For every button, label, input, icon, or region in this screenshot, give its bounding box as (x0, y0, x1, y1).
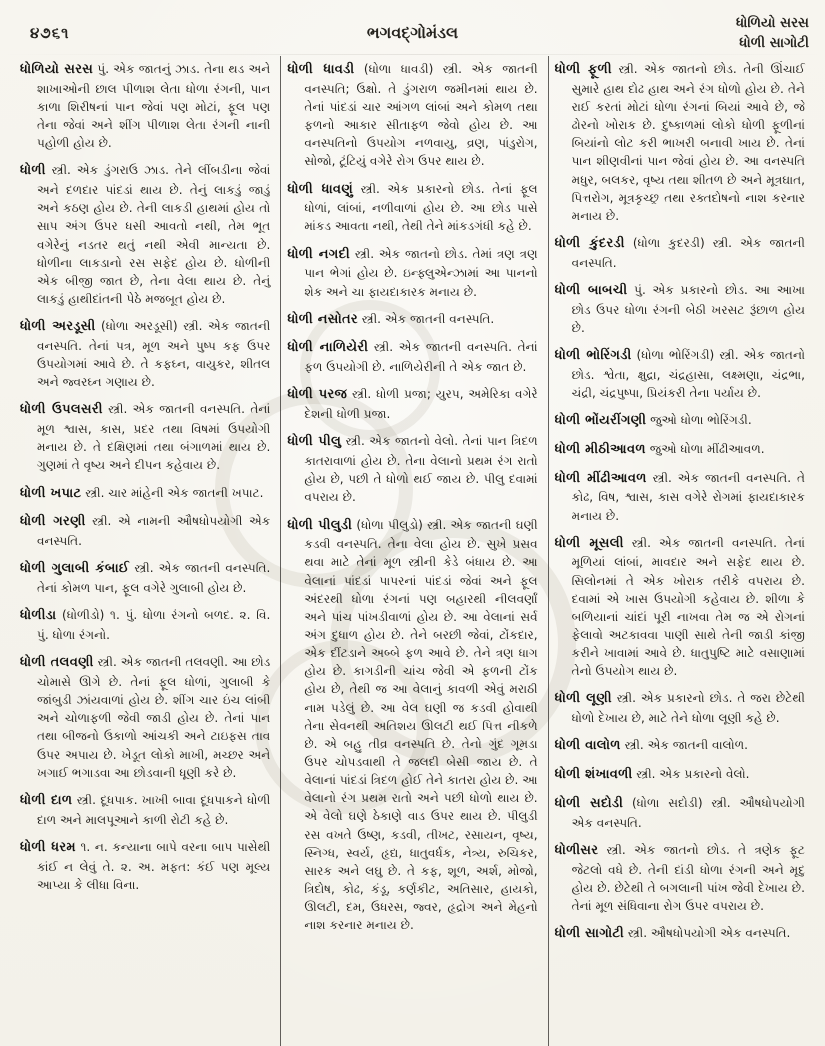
entry-headword: ધોળી પરજ (287, 387, 348, 403)
dictionary-entry: ધોળી લૂણી સ્ત્રી. એક પ્રકારનો છોડ. તે જરા છેટેથી ધોળો દેખાય છે, માટે તેને ધોળા લૂણી કહે છે. (554, 691, 805, 726)
entry-headword: ધોળીડા (20, 608, 57, 624)
dictionary-entry: ધોળી શંખાવળી સ્ત્રી. એક પ્રકારનો વેલો. (554, 767, 750, 783)
dictionary-entry: ધોળી ઉપલસરી સ્ત્રી. એક જાતની વનસ્પતિ. તેનાં મૂળ શ્વાસ, કાસ, પ્રદર તથા વિષમાં ઉપયોગી મનાય છે. તે દક્ષિણમાં તથા બંગાળમાં થાય છે. ગુણમાં તે વૃષ્ય અને દીપન કહેવાય છે. (20, 402, 271, 473)
dictionary-entry: ધોળી કુંદરડી (ધોળા કુદરડી) સ્ત્રી. એક જાતની વનસ્પતિ. (554, 235, 805, 270)
dictionary-entry: ધોળી સાગોટી સ્ત્રી. ઔષધોપયોગી એક વનસ્પતિ. (554, 926, 791, 942)
entry-headword: ધોળી દાળ (20, 792, 73, 808)
entry-headword: ધોળી ધાવડી (287, 62, 355, 77)
header-separator (0, 54, 825, 55)
entry-headword: ધોળી નસોતર (287, 311, 358, 327)
dictionary-entry: ધોળીસર સ્ત્રી. એક જાતનો છોડ. તે ત્રણેક ફૂટ જેટલો વધે છે. તેની દાંડી ધોળા રંગની અને મૃદુ હોય છે. છેટેથી તે બગલાની પાંખ જેવી દેખાય છે. તેનાં મૂળ સંધિવાના રોગ ઉપર વપરાય છે. (554, 842, 805, 914)
entry-headword: ધોળી મૂસલી (554, 535, 624, 551)
entry-headword: ધોળી સદોડી (554, 796, 624, 811)
entry-headword: ધોળી (20, 163, 46, 179)
dictionary-entry: ધોળી ધરમ ૧. ન. કન્યાના બાપે વરના બાપ પાસેથી કાંઈ ન લેવું તે. ૨. અ. મફત: કંઈ પણ મૂલ્ય આપ્યા કે લીધા વિના. (20, 839, 271, 892)
entry-headword: ધોળી અરડૂસી (20, 319, 96, 335)
entry-headword: ધોળી પીલુ (287, 434, 342, 450)
dictionary-entry: ધોળી મીઠીઆવળ જુઓ ધોળા મીંઢીઆવળ. (554, 441, 765, 457)
entry-headword: ધોળીસર (554, 842, 599, 858)
dictionary-entry: ધોળી ધાવણું સ્ત્રી. એક પ્રકારનો છોડ. તેનાં ફૂલ ધોળાં, લાંબાં, નળીવાળાં હોય છે. આ છોડ પાસે માંકડ આવતા નથી, તેથી તેને માંકડગંધી કહે છે. (287, 181, 538, 234)
entry-headword: ધોળી ઉપલસરી (20, 402, 103, 418)
entry-headword: ધોળી નાળિયેરી (287, 340, 369, 356)
dictionary-entry: ધોળી દાળ સ્ત્રી. દૂધપાક. ખાખી બાવા દૂધપાકને ધોળી દાળ અને માલપૂઆને કાળી રોટી કહે છે. (20, 792, 271, 827)
text-columns (14, 56, 815, 1046)
entry-headword: ધોળિયો સરસ (20, 62, 94, 77)
entry-headword: ધોળી ધરમ (20, 839, 76, 855)
entry-headword: ધોળી ફૂળી (554, 62, 612, 77)
dictionary-entry: ધોળી તલવણી સ્ત્રી. એક જાતની તલવણી. આ છોડ ચોમાસે ઊગે છે. તેનાં ફૂલ ધોળાં, ગુલાબી કે જાંબુડી ઝાંયવાળાં હોય છે. શીંગ ચાર ઇંચ લાંબી અને ચોળાફળી જેવી જાડી હોય છે. તેનાં પાન તથા બીજનો ઉકાળો આંચકી અને ટાઇફસ તાવ ઉપર અપાય છે. ખેડૂત લોકો માખી, મચ્છર અને ખગાઈ ભગાડવા આ છોડવાની ધૂણી કરે છે. (20, 655, 271, 780)
dictionary-entry: ધોળી ખપાટ સ્ત્રી. ચાર માંહેની એક જાતની ખપાટ. (20, 485, 264, 501)
page-number: ૪૭૬૧ (30, 24, 70, 42)
dictionary-entry: ધોળી મૂસલી સ્ત્રી. એક જાતની વનસ્પતિ. તેનાં મૂળિયાં લાંબાં, માવદાર અને સફેદ થાય છે. સિલોનમાં તે એક ખોરાક તરીકે વપરાય છે. દવામાં એ ખાસ ઉપયોગી કહેવાય છે. શીળા કે બળિયાનાં ચાંદાં પૂરી નાખવા તેમ જ એ રોગનાં ફેલાવો અટકાવવા પાણી સાથે તેની જાડી કાંજી કરીને ખાવામાં આવે છે. ધાતુપુષ્ટિ માટે વસાણામાં તેનો ઉપયોગ થાય છે. (554, 535, 805, 679)
dictionary-entry: ધોળી ગરણી સ્ત્રી. એ નામની ઔષધોપયોગી એક વનસ્પતિ. (20, 514, 271, 549)
dictionary-entry: ધોળી ધાવડી (ધોળા ધાવડી) સ્ત્રી. એક જાતની વનસ્પતિ; ઉક્ષો. તે ડુંગરાળ જમીનમાં થાય છે. તેનાં પાંદડાં ચાર આંગળ લાંબાં અને કોમળ તથા ફળનો આકાર સીતાફળ જેવો હોય છે. આ વનસ્પતિનો ઉપયોગ નળવાયુ, વ્રણ, પાંડુરોગ, સોજો, ટૂંટિયું વગેરે રોગ ઉપર થાય છે. (287, 62, 538, 169)
entry-headword: ધોળી ખપાટ (20, 485, 82, 501)
entry-headword: ધોળી ભોરિંગડી (554, 347, 632, 363)
dictionary-entry: ધોળી સદોડી (ધોળા સદોડી) સ્ત્રી. ઔષધોપયોગી એક વનસ્પતિ. (554, 796, 805, 830)
dictionary-entry: ધોળી નગદી સ્ત્રી. એક જાતનો છોડ. તેમાં ત્રણ ત્રણ પાન ભેગાં હોય છે. ઇન્ફ્લુએન્ઝામાં આ પાનનો શેક અને ચા ફાયદાકારક મનાય છે. (287, 246, 538, 299)
entry-headword: ધોળી વાલોળ (554, 738, 621, 754)
entry-headword: ધોળી લૂણી (554, 691, 612, 707)
entry-headword: ધોળી ધાવણું (287, 181, 354, 197)
entry-headword: ધોળી ભોંયરીંગણી (554, 413, 647, 429)
dictionary-entry: ધોળી પરજ સ્ત્રી. ધોળી પ્રજા; યુરપ, અમેરિકા વગેરે દેશની ધોળી પ્રજા. (287, 387, 538, 422)
entry-headword: ધોળી કુંદરડી (554, 235, 625, 251)
column-right (549, 56, 815, 1046)
dictionary-entry: ધોળી ફૂળી સ્ત્રી. એક જાતનો છોડ. તેની ઊંચાઈ સુમારે હાથ દોઢ હાથ અને રંગ ધોળો હોય છે. તેને રાઈ કરતાં મોટાં ધોળા રંગનાં બિયાં આવે છે, જે ઢોરનો ખોરાક છે. દુષ્કાળમાં લોકો ધોળી ફૂળીનાં બિયાંનો લોટ કરી ભાખરી બનાવી ખાય છે. તેનાં પાન શીણવીનાં પાન જેવાં હોય છે. આ વનસ્પતિ મધુર, બલકર, વૃષ્ય તથા શીતળ છે અને મૂત્રઘાત, પિત્તરોગ, મૂત્રકૃચ્છ્ર તથા રક્તદોષનો નાશ કરનાર મનાય છે. (554, 62, 805, 223)
column-center (281, 56, 548, 1046)
entry-headword: ધોળી સાગોટી (554, 926, 624, 942)
entry-headword: ધોળી પીલુડી (287, 517, 353, 533)
book-title: ભગવદ્ગોમંડલ (366, 23, 459, 42)
column-left (14, 56, 281, 1046)
guide-word-last: ધોળી સાગોટી (739, 34, 809, 51)
running-header (0, 10, 825, 56)
dictionary-entry: ધોળી નાળિયેરી સ્ત્રી. એક જાતની વનસ્પતિ. તેનાં ફળ ઉપયોગી છે. નાળિયેરીની તે એક જાત છે. (287, 340, 538, 375)
guide-words (736, 14, 809, 53)
entry-headword: ધોળી ગરણી (20, 514, 86, 530)
dictionary-entry: ધોળી બાબચી પું. એક પ્રકારનો છોડ. આ આખા છોડ ઉપર ધોળા રંગની બેઠી ખરસટ રૂંછાળ હોય છે. (554, 282, 805, 335)
dictionary-entry: ધોળી પીલુડી (ધોળા પીલુડો) સ્ત્રી. એક જાતની ઘણી કડવી વનસ્પતિ. તેના વેલા હોય છે. સુખે પ્રસવ થવા માટે તેનાં મૂળ સ્ત્રીની કેડે બંધાય છે. આ વેલાનાં પાંદડાં પાપરનાં પાંદડાં જેવાં અને ફૂલ અંદરથી ધોળા રંગનાં પણ બહારથી નીલવર્ણાં અને પાંચ પાંખડીવાળાં હોય છે. આ વેલાનાં સર્વ અંગ દુધાળ હોય છે. તેને બરછી જેવાં, ટોંકદાર, એક દીંટડાને અબ્બે ફળ આવે છે. તેને ત્રણ ધાગ હોય છે. કાગડીની ચાંચ જેવી એ ફળની ટોંક હોય છે, તેથી જ આ વેલાનું કાવળી એવું મરાઠી નામ પડેલું છે. આ વેલ ઘણી જ કડવી હોવાથી તેના સેવનથી અતિશય ઊલટી થઈ પિત્ત નીકળે છે. એ બહુ તીવ્ર વનસ્પતિ છે. તેનો ગુંદ ગૂમડા ઉપર ચોપડવાથી તે જલદી બેસી જાય છે. તે વેલાનાં પાંદડાં ત્રિદળ હોઈ તેને કાતરા હોય છે. આ વેલાનો રંગ પ્રથમ રાતો અને પછી ધોળો થાય છે. એ વેલો ઘણે ઠેકાણે વાડ ઉપર થાય છે. પીલુડી રસ વખતે ઉષ્ણ, કડવી, તીખટ, રસાયન, વૃષ્ય, સ્નિગ્ધ, સ્વર્ય, હૃદ્ય, ધાતુવર્ધક, નેત્ર્ય, રુચિકર, સારક અને લઘુ છે. તે કફ, શૂળ, અર્શ, મોજો, ત્રિદોષ, કોઢ, કંડૂ, કર્ણકીટ, અતિસાર, હાયકો, ઊલટી, દમ, ઉધરસ, જ્વર, હૃદ્રોગ અને મેહનો નાશ કરનાર મનાય છે. (287, 517, 538, 933)
dictionary-entry: ધોળી ગુલાબી કંબાઈ સ્ત્રી. એક જાતની વનસ્પતિ. તેનાં કોમળ પાન, ફૂલ વગેરે ગુલાબી હોય છે. (20, 561, 271, 596)
dictionary-entry: ધોળી સ્ત્રી. એક ડુંગરાઉ ઝાડ. તેને લીંબડીના જેવાં અને દળદાર પાંદડાં થાય છે. તેનું લાકડું જાડું અને કઠણ હોય છે. તેની લાકડી હાથમાં હોય તો સાપ અંગ ઉપર ધસી આવતો નથી, તેમ ભૂત વગેરેનું નડતર થતું નથી એવી માન્યતા છે. ધોળીના લાકડાનો રસ સફેદ હોય છે. ધોળીની એક બીજી જાત છે, તેના વેલા થાય છે. તેનું લાકડું હાથીદાંતની પેઠે મજબૂત હોય છે. (20, 163, 271, 306)
entry-headword: ધોળી બાબચી (554, 282, 628, 298)
entry-headword: ધોળી તલવણી (20, 655, 94, 671)
dictionary-entry: ધોળી નસોતર સ્ત્રી. એક જાતની વનસ્પતિ. (287, 311, 495, 327)
dictionary-entry: ધોળીડા (ધોળીડો) ૧. પું. ધોળા રંગનો બળદ. ૨. વિ. પું. ધોળા રંગનો. (20, 608, 271, 643)
entry-headword: ધોળી મીંઢીઆવળ (554, 470, 647, 486)
entry-headword: ધોળી નગદી (287, 246, 350, 262)
guide-word-first: ધોળિયો સરસ (735, 15, 809, 31)
entry-headword: ધોળી મીઠીઆવળ (554, 441, 646, 457)
dictionary-entry: ધોળી મીંઢીઆવળ સ્ત્રી. એક જાતની વનસ્પતિ. તે કોઢ, વિષ, શ્વાસ, કાસ વગેરે રોગમાં ફાયદાકારક મનાય છે. (554, 470, 805, 523)
dictionary-entry: ધોળી અરડૂસી (ધોળા અરડૂસી) સ્ત્રી. એક જાતની વનસ્પતિ. તેનાં પત્ર, મૂળ અને પુષ્પ કફ ઉપર ઉપયોગમાં આવે છે. તે કફઘ્ન, વાયુકર, શીતલ અને જ્વરઘ્ન ગણાય છે. (20, 319, 271, 390)
dictionary-entry: ધોળિયો સરસ પું. એક જાતનું ઝાડ. તેના થડ અને શાખાઓની છાલ પીળાશ લેતા ધોળા રંગની, પાન કાળા શિરીષનાં પાન જેવાં પણ મોટાં, ફૂલ પણ તેના જેવાં અને શીંગ પીળાશ લેતા રંગની નાની પહોળી હોય છે. (20, 62, 271, 151)
dictionary-entry: ધોળી પીલુ સ્ત્રી. એક જાતનો વેલો. તેનાં પાન ત્રિદળ કાતરાવાળાં હોય છે. તેના વેલાનો પ્રથમ રંગ રાતો હોય છે, પછી તે ધોળો થઈ જાય છે. પીલુ દવામાં વપરાય છે. (287, 434, 538, 505)
dictionary-entry: ધોળી ભોરિંગડી (ધોળા ભોરિંગડી) સ્ત્રી. એક જાતનો છોડ. શ્વેતા, ક્ષુદ્રા, ચંદ્રહાસા, લક્ષ્મણા, ચંદ્રભા, ચંદ્રી, ચંદ્રપુષ્પા, પ્રિયંકરી તેના પર્યાય છે. (554, 347, 805, 400)
entry-headword: ધોળી શંખાવળી (554, 767, 633, 783)
dictionary-entry: ધોળી વાલોળ સ્ત્રી. એક જાતની વાલોળ. (554, 738, 748, 754)
entry-headword: ધોળી ગુલાબી કંબાઈ (20, 561, 130, 577)
dictionary-entry: ધોળી ભોંયરીંગણી જુઓ ધોળા ભોરિંગડી. (554, 413, 752, 429)
